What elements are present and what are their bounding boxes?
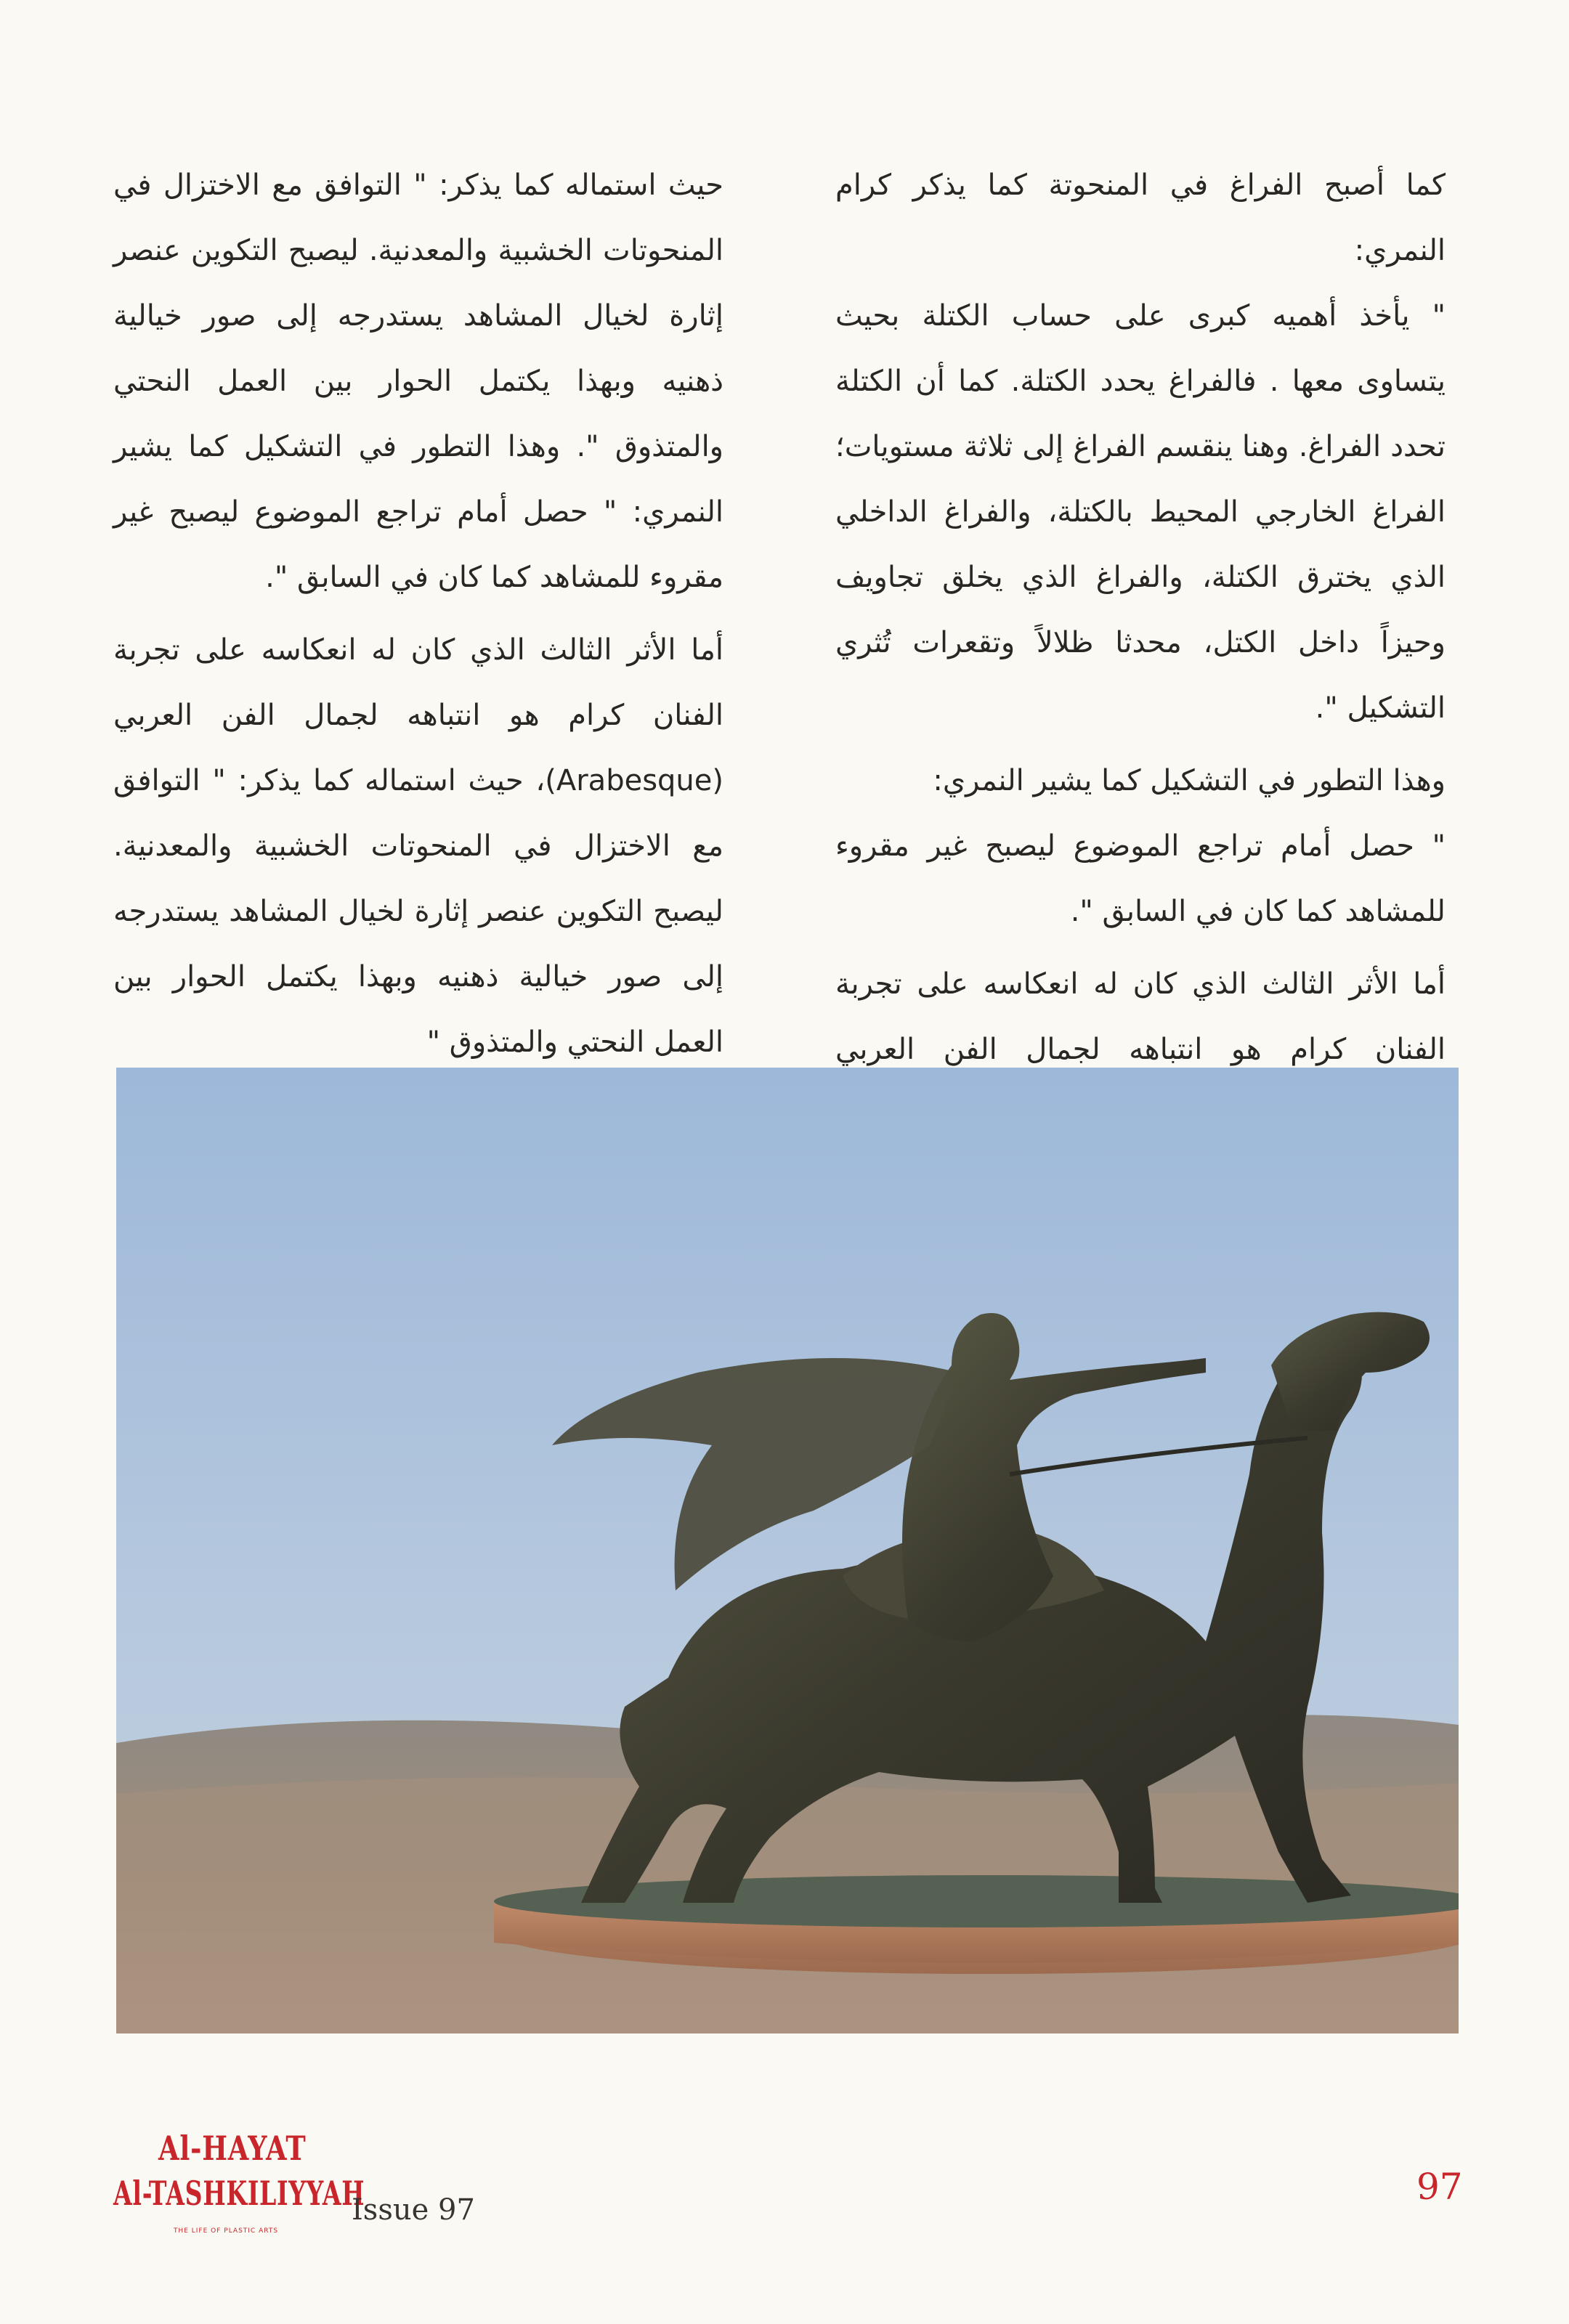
paragraph: وهذا التطور في التشكيل كما يشير النمري: [933, 764, 1446, 797]
logo-line-1: Al-HAYAT [158, 2129, 307, 2168]
quote-paragraph: " حصل أمام تراجع الموضوع ليصبح غير مقروء للمشاهد كما كان في السابق ". [835, 829, 1446, 928]
issue-label: Issue 97 [352, 2193, 475, 2227]
paragraph: كما أصبح الفراغ في المنحوتة كما يذكر كرام النمري: [835, 168, 1446, 267]
logo-line-2: Al-TASHKILIYYAH [113, 2174, 365, 2213]
article-column-left [113, 153, 723, 1075]
quote-paragraph: " يأخذ أهميه كبرى على حساب الكتلة بحيث يتساوى معها . فالفراغ يحدد الكتلة. كما أن الكتلة تحدد الفراغ. وهنا ينقسم الفراغ إلى ثلاثة مستويات؛ الفراغ الخارجي المحيط بالكتلة، والفراغ الداخلي الذي يخترق الكتلة، والفراغ الذي يخلق تجاويف وحيزاً داخل الكتل، محدثا ظلالاً وتقعرات تُثري التشكيل ". [835, 299, 1446, 725]
page-number: 97 [1416, 2166, 1463, 2208]
paragraph: أما الأثر الثالث الذي كان له انعكاسه على تجربة الفنان كرام هو انتباهه لجمال الفن العربي [835, 967, 1446, 1066]
logo-tagline: THE LIFE OF PLASTIC ARTS [173, 2227, 279, 2235]
paragraph: أما الأثر الثالث الذي كان له انعكاسه على تجربة الفنان كرام هو انتباهه لجمال الفن العربي (Arabesque)، حيث استماله كما يذكر: " التوافق مع الاختزال في المنحوتات الخشبية والمعدنية. ليصبح التكوين عنصر إثارة لخيال المشاهد يستدرجه إلى صور خيالية ذهنيه وبهذا يكتمل الحوار بين العمل النحتي والمتذوق " [113, 633, 723, 1059]
article-column-right [835, 153, 1446, 1147]
sculpture-photo [116, 1068, 1459, 2033]
camel-rider-sculpture-image [116, 1068, 1459, 2033]
paragraph: حيث استماله كما يذكر: " التوافق مع الاختزال في المنحوتات الخشبية والمعدنية. ليصبح التكوين عنصر إثارة لخيال المشاهد يستدرجه إلى صور خيالية ذهنيه وبهذا يكتمل الحوار بين العمل النحتي والمتذوق ". وهذا التطور في التشكيل كما يشير النمري: " حصل أمام تراجع الموضوع ليصبح غير مقروء للمشاهد كما كان في السابق ". [113, 168, 723, 594]
